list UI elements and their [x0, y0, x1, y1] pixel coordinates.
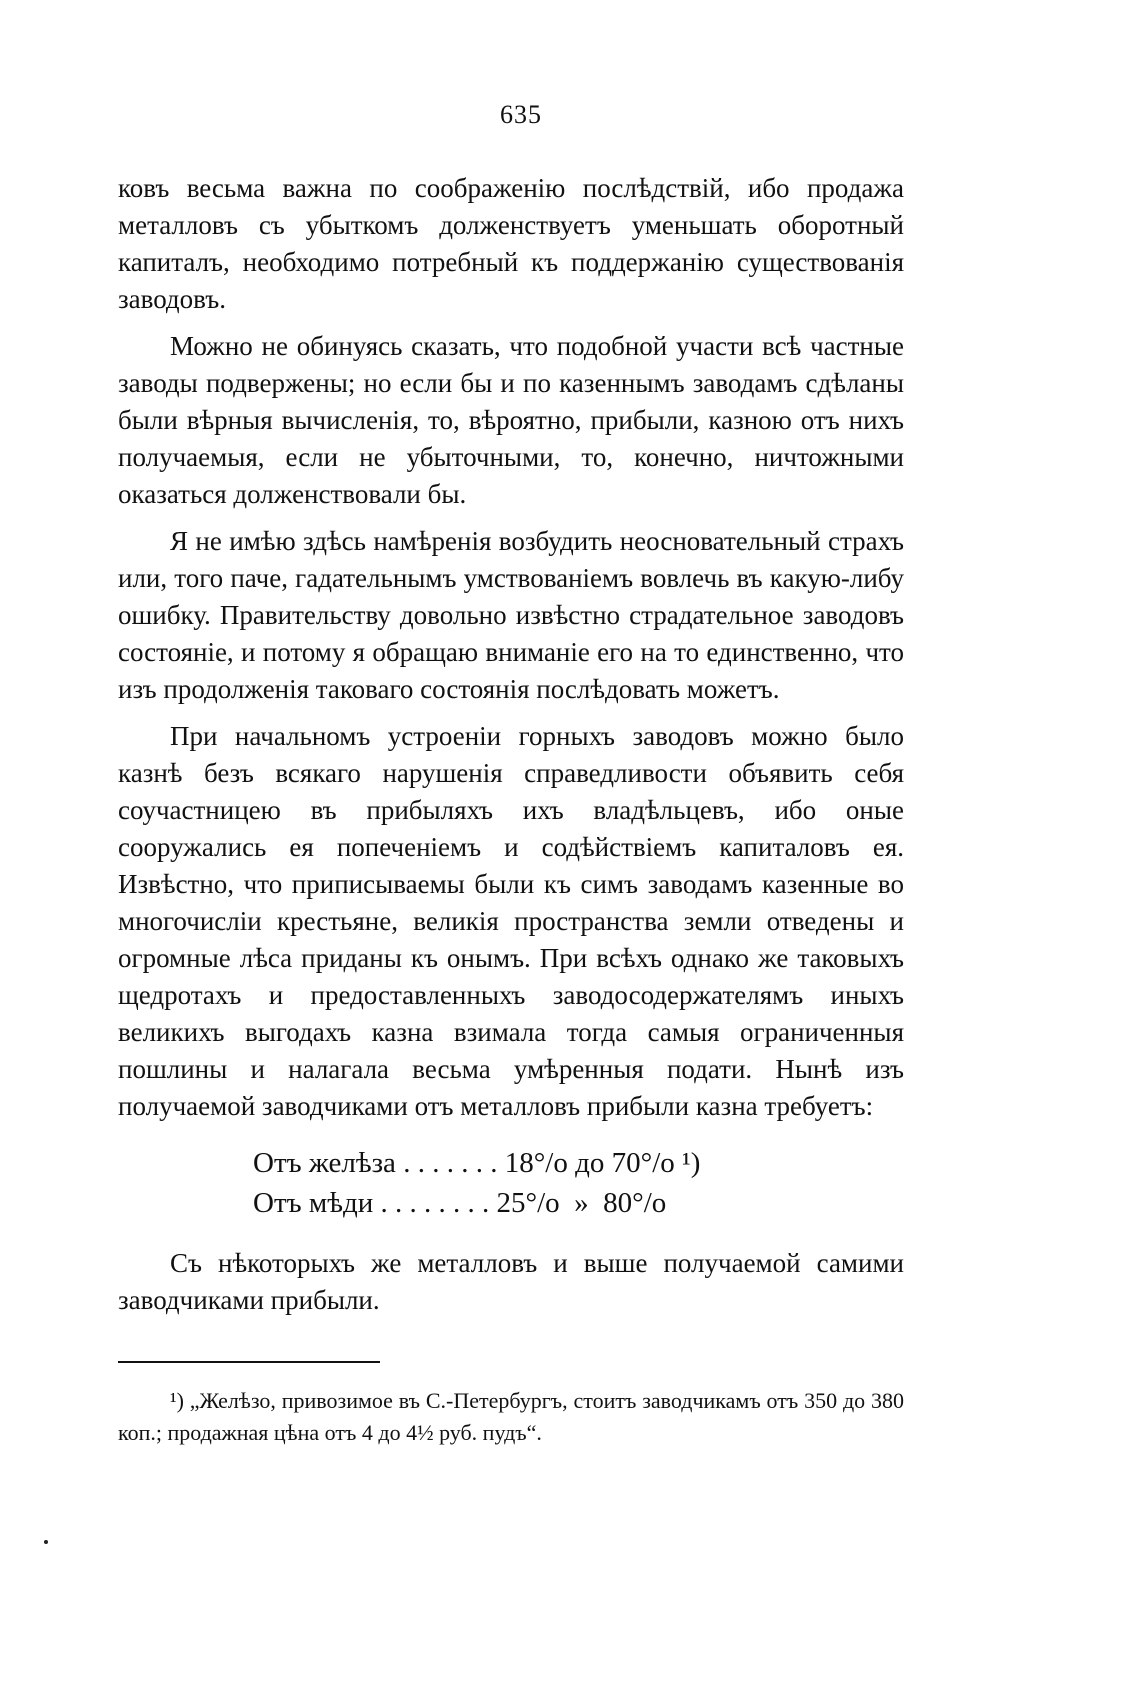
closing-paragraph: Съ нѣкоторыхъ же металловъ и выше получаемой самими заводчиками прибыли. [118, 1248, 904, 1315]
rate-leader-dots: . . . . . . . . [373, 1187, 497, 1219]
footnote-divider [118, 1361, 380, 1363]
paragraph: При начальномъ устроеніи горныхъ заводовъ можно было казнѣ безъ всякаго нарушенія справедливости объявить себя соучастницею въ прибыляхъ ихъ владѣльцевъ, ибо оные сооружались ея попеченіемъ и содѣйствіемъ капиталовъ ея. Извѣстно, что приписываемы были къ симъ заводамъ казенные во многочисліи крестьяне, великія пространства земли отведены и огромные лѣса приданы къ онымъ. При всѣхъ однако же таковыхъ щедротахъ и предоставленныхъ заводосодержателямъ иныхъ великихъ выгодахъ казна взимала тогда самыя ограниченныя пошлины и налагала весьма умѣренныя подати. Нынѣ изъ получаемой заводчиками отъ металловъ прибыли казна требуетъ: [118, 721, 904, 1121]
print-speck [44, 1540, 48, 1544]
rate-row-iron [253, 1143, 904, 1183]
rate-row-copper [253, 1183, 904, 1223]
duty-rates-table [253, 1143, 904, 1223]
paragraph: Я не имѣю здѣсь намѣренія возбудить неосновательный страхъ или, того паче, гадательнымъ умствованіемъ вовлечь въ какую-либу ошибку. Правительству довольно извѣстно страдательное заводовъ состояніе, и потому я обращаю вниманіе его на то единственно, что изъ продолженія таковаго состоянія послѣдовать можетъ. [118, 526, 904, 704]
footnote: ¹) „Желѣзо, привозимое въ С.-Петербургъ, стоитъ заводчикамъ отъ 350 до 380 коп.; продажная цѣна отъ 4 до 4½ руб. пудъ“. [118, 1388, 904, 1445]
paragraph-continuation: ковъ весьма важна по соображенію послѣдствій, ибо продажа металловъ съ убыткомъ долженствуетъ уменьшать оборотный капиталъ, необходимо потребный къ поддержанію существованія заводовъ. [118, 173, 904, 314]
rate-values: 25°/o » 80°/o [496, 1187, 667, 1219]
rate-metal: Отъ желѣза [253, 1147, 396, 1179]
paragraph: Можно не обинуясь сказать, что подобной участи всѣ частные заводы подвержены; но если бы и по казеннымъ заводамъ сдѣланы были вѣрныя вычисленія, то, вѣроятно, прибыли, казною отъ нихъ получаемыя, если не убыточными, то, конечно, ничтожными оказаться долженствовали бы. [118, 331, 904, 509]
book-page [118, 100, 904, 1449]
page-number: 635 [500, 100, 542, 129]
rate-metal: Отъ мѣди [253, 1187, 374, 1219]
rate-values: 18°/o до 70°/o ¹) [504, 1147, 701, 1179]
rate-leader-dots: . . . . . . . [395, 1147, 505, 1179]
